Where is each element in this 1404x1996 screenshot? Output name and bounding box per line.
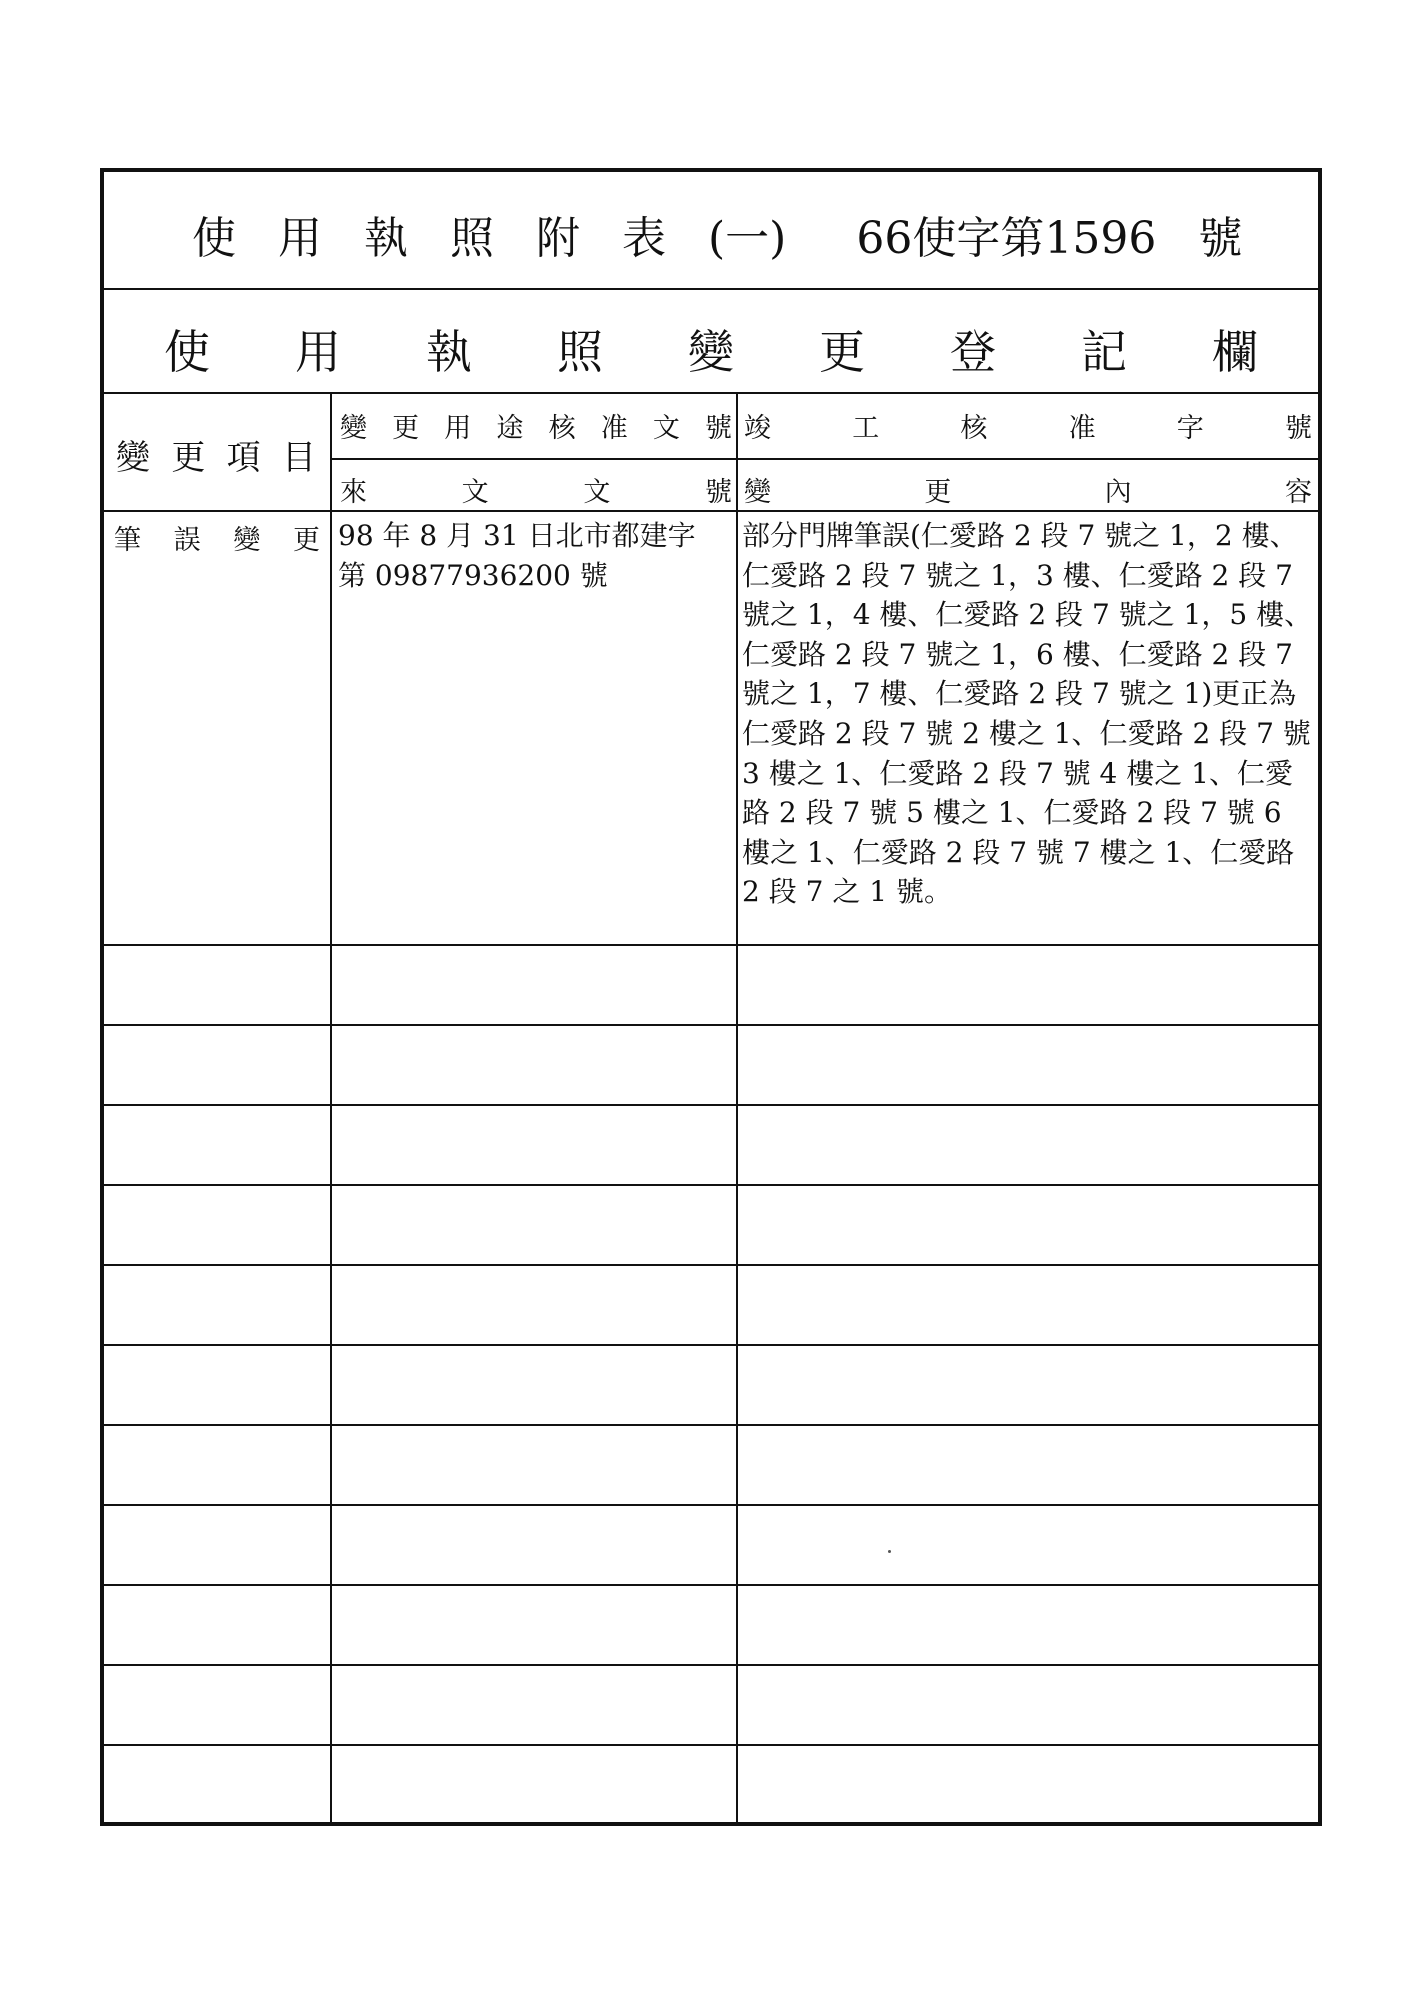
title-char: 表: [622, 213, 666, 264]
subtitle-char: 登: [950, 325, 996, 379]
row-divider: [104, 1184, 1318, 1186]
item-char: 變: [233, 525, 261, 556]
column-header-approval-top: [340, 406, 732, 445]
header-char: 竣: [744, 413, 771, 444]
header-char: 來: [340, 477, 367, 508]
title-char: 照: [450, 213, 494, 264]
row-divider: [104, 944, 1318, 946]
column-divider: [736, 394, 738, 1822]
subtitle-char: 執: [426, 325, 472, 379]
header-char: 號: [704, 413, 732, 444]
header-char: 更: [171, 438, 206, 478]
row-divider: [104, 1104, 1318, 1106]
header-char: 項: [226, 438, 261, 478]
form-subtitle-row: [104, 290, 1318, 394]
form-title-row: [104, 172, 1318, 290]
title-char: 用: [278, 213, 322, 264]
title-char: 使: [192, 213, 236, 264]
entry-change-content: 部分門牌筆誤(仁愛路 2 段 7 號之 1，2 樓、仁愛路 2 段 7 號之 1，3 樓、仁愛路 2 段 7 號之 1，4 樓、仁愛路 2 段 7 號之 1，5 樓、仁愛路 2 段 7 號之 1，6 樓、仁愛路 2 段 7 號之 1，7 樓、仁愛路 2 段 7 號之 1)更正為仁愛路 2 段 7 號 2 樓之 1、仁愛路 2 段 7 號 3 樓之 1、仁愛路 2 段 7 號 4 樓之 1、仁愛路 2 段 7 號 5 樓之 1、仁愛路 2 段 7 號 6 樓之 1、仁愛路 2 段 7 號 7 樓之 1、仁愛路 2 段 7 之 1 號。: [742, 519, 1313, 909]
header-char: 文: [652, 413, 680, 444]
header-char: 准: [1068, 413, 1096, 444]
column-header-item: [116, 430, 316, 479]
form-subtitle: [164, 316, 1258, 382]
item-char: 誤: [173, 525, 201, 556]
row-divider: [104, 1744, 1318, 1746]
entry-document-number: [338, 516, 696, 595]
header-char: 途: [496, 413, 524, 444]
header-char: 用: [444, 413, 472, 444]
subtitle-char: 照: [557, 325, 603, 379]
header-char: 變: [744, 477, 771, 508]
row-divider: [104, 1344, 1318, 1346]
subtitle-char: 變: [688, 325, 734, 379]
subtitle-char: 使: [164, 325, 210, 379]
title-char: 附: [536, 213, 580, 264]
header-char: 變: [116, 438, 150, 478]
header-char: 更: [392, 413, 420, 444]
document-number-line: 第 09877936200 號: [338, 558, 608, 592]
header-char: 核: [960, 413, 988, 444]
form-title: [192, 202, 1242, 266]
document-number-line: 98 年 8 月 31 日北市都建字: [338, 519, 696, 552]
subtitle-char: 更: [819, 325, 865, 379]
title-suffix: 號: [1198, 213, 1243, 264]
subtitle-char: 用: [295, 325, 341, 379]
row-divider: [104, 1664, 1318, 1666]
item-char: 更: [292, 525, 320, 556]
scan-speck: [888, 1550, 891, 1553]
entry-item: [114, 518, 320, 557]
title-char: (一): [708, 213, 787, 264]
header-char: 文: [583, 477, 611, 508]
header-char: 號: [704, 477, 732, 508]
header-char: 內: [1104, 477, 1132, 508]
header-divider: [332, 458, 1318, 460]
column-header-approval-bottom: [340, 470, 732, 509]
header-char: 文: [461, 477, 489, 508]
header-char: 更: [924, 477, 952, 508]
header-char: 容: [1284, 477, 1312, 508]
subtitle-char: 記: [1081, 325, 1127, 379]
subtitle-char: 欄: [1212, 325, 1258, 379]
title-number: 66使字第1596: [856, 213, 1157, 264]
header-char: 字: [1176, 413, 1204, 444]
title-char: 執: [364, 213, 408, 264]
header-char: 目: [281, 438, 316, 478]
row-divider: [104, 1504, 1318, 1506]
column-divider: [330, 394, 332, 1822]
header-char: 號: [1284, 413, 1312, 444]
header-char: 核: [548, 413, 576, 444]
row-divider: [104, 1264, 1318, 1266]
header-char: 工: [852, 413, 880, 444]
column-header: [104, 394, 1318, 512]
header-char: 變: [340, 413, 367, 444]
license-form: [100, 168, 1322, 1826]
item-char: 筆: [114, 525, 141, 556]
column-header-completion-top: [744, 406, 1312, 445]
header-char: 准: [600, 413, 628, 444]
row-divider: [104, 1584, 1318, 1586]
row-divider: [104, 1424, 1318, 1426]
row-divider: [104, 1024, 1318, 1026]
column-header-completion-bottom: [744, 470, 1312, 509]
